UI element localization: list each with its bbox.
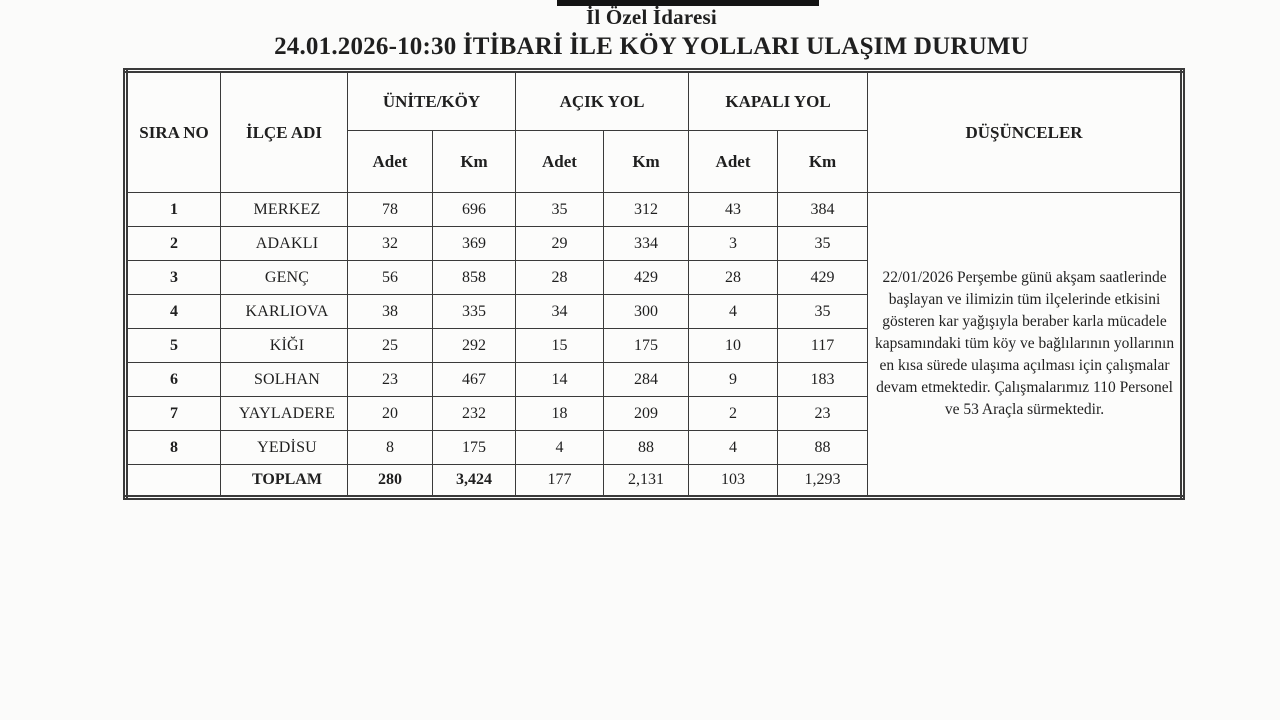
col-header-ilce-adi: İLÇE ADI [221, 71, 348, 193]
col-header-acik-yol: AÇIK YOL [516, 71, 689, 131]
total-acik-km-cell: 2,131 [604, 465, 689, 498]
row-number-cell: 5 [126, 329, 221, 363]
unite-km-cell: 335 [433, 295, 516, 329]
acik-adet-cell: 35 [516, 193, 604, 227]
kapali-km-cell: 35 [778, 227, 868, 261]
col-header-sira-no: SIRA NO [126, 71, 221, 193]
kapali-km-cell: 88 [778, 431, 868, 465]
district-name-cell: KARLIOVA [221, 295, 348, 329]
kapali-adet-cell: 10 [689, 329, 778, 363]
district-name-cell: YAYLADERE [221, 397, 348, 431]
table-header [126, 71, 1183, 193]
unite-adet-cell: 20 [348, 397, 433, 431]
unite-km-cell: 175 [433, 431, 516, 465]
acik-km-cell: 284 [604, 363, 689, 397]
acik-km-cell: 312 [604, 193, 689, 227]
district-name-cell: YEDİSU [221, 431, 348, 465]
acik-adet-cell: 34 [516, 295, 604, 329]
row-number-cell: 4 [126, 295, 221, 329]
row-number-cell: 6 [126, 363, 221, 397]
acik-adet-cell: 29 [516, 227, 604, 261]
total-kapali-km-cell: 1,293 [778, 465, 868, 498]
col-header-unite-km: Km [433, 131, 516, 193]
unite-adet-cell: 32 [348, 227, 433, 261]
document-subtitle: 24.01.2026-10:30 İTİBARİ İLE KÖY YOLLARI ULAŞIM DURUMU [274, 33, 1029, 60]
unite-adet-cell: 78 [348, 193, 433, 227]
kapali-adet-cell: 2 [689, 397, 778, 431]
document-title: İl Özel İdaresi [586, 5, 717, 29]
col-header-kapali-adet: Adet [689, 131, 778, 193]
kapali-adet-cell: 28 [689, 261, 778, 295]
acik-adet-cell: 18 [516, 397, 604, 431]
kapali-km-cell: 384 [778, 193, 868, 227]
kapali-km-cell: 429 [778, 261, 868, 295]
unite-km-cell: 369 [433, 227, 516, 261]
district-name-cell: GENÇ [221, 261, 348, 295]
row-number-cell: 3 [126, 261, 221, 295]
acik-km-cell: 300 [604, 295, 689, 329]
acik-adet-cell: 14 [516, 363, 604, 397]
total-acik-adet-cell: 177 [516, 465, 604, 498]
kapali-km-cell: 117 [778, 329, 868, 363]
row-number-cell: 2 [126, 227, 221, 261]
col-header-unite-adet: Adet [348, 131, 433, 193]
remarks-cell [868, 193, 1183, 498]
kapali-adet-cell: 4 [689, 295, 778, 329]
unite-adet-cell: 23 [348, 363, 433, 397]
unite-adet-cell: 25 [348, 329, 433, 363]
district-name-cell: SOLHAN [221, 363, 348, 397]
district-name-cell: ADAKLI [221, 227, 348, 261]
kapali-km-cell: 23 [778, 397, 868, 431]
kapali-adet-cell: 9 [689, 363, 778, 397]
col-header-kapali-yol: KAPALI YOL [689, 71, 868, 131]
col-header-dusunceler: DÜŞÜNCELER [868, 71, 1183, 193]
remarks-text: 22/01/2026 Perşembe günü akşam saatlerinde başlayan ve ilimizin tüm ilçelerinde etkisini gösteren kar yağışıyla beraber karla mücadele kapsamındaki tüm köy ve bağlılarının yollarının en kısa sürede ulaşıma açılması için çalışmalar devam etmektedir. Çalışmalarımız 110 Personel ve 53 Araçla sürmektedir. [874, 269, 1175, 418]
unite-km-cell: 232 [433, 397, 516, 431]
unite-adet-cell: 56 [348, 261, 433, 295]
acik-km-cell: 429 [604, 261, 689, 295]
col-header-acik-adet: Adet [516, 131, 604, 193]
kapali-adet-cell: 43 [689, 193, 778, 227]
unite-adet-cell: 8 [348, 431, 433, 465]
acik-adet-cell: 15 [516, 329, 604, 363]
kapali-km-cell: 35 [778, 295, 868, 329]
acik-adet-cell: 4 [516, 431, 604, 465]
table-body [126, 193, 1183, 498]
acik-km-cell: 209 [604, 397, 689, 431]
unite-km-cell: 858 [433, 261, 516, 295]
district-name-cell: MERKEZ [221, 193, 348, 227]
acik-adet-cell: 28 [516, 261, 604, 295]
col-header-acik-km: Km [604, 131, 689, 193]
acik-km-cell: 334 [604, 227, 689, 261]
unite-km-cell: 696 [433, 193, 516, 227]
kapali-adet-cell: 3 [689, 227, 778, 261]
kapali-km-cell: 183 [778, 363, 868, 397]
kapali-adet-cell: 4 [689, 431, 778, 465]
row-number-cell: 1 [126, 193, 221, 227]
total-label-cell: TOPLAM [221, 465, 348, 498]
col-header-unite-koy: ÜNİTE/KÖY [348, 71, 516, 131]
unite-km-cell: 292 [433, 329, 516, 363]
total-empty-cell [126, 465, 221, 498]
acik-km-cell: 175 [604, 329, 689, 363]
document-header [123, 3, 1180, 63]
row-number-cell: 8 [126, 431, 221, 465]
table-row [126, 193, 1183, 227]
unite-km-cell: 467 [433, 363, 516, 397]
acik-km-cell: 88 [604, 431, 689, 465]
road-status-table [123, 68, 1185, 500]
unite-adet-cell: 38 [348, 295, 433, 329]
row-number-cell: 7 [126, 397, 221, 431]
total-unite-km-cell: 3,424 [433, 465, 516, 498]
total-kapali-adet-cell: 103 [689, 465, 778, 498]
total-unite-adet-cell: 280 [348, 465, 433, 498]
district-name-cell: KİĞI [221, 329, 348, 363]
col-header-kapali-km: Km [778, 131, 868, 193]
